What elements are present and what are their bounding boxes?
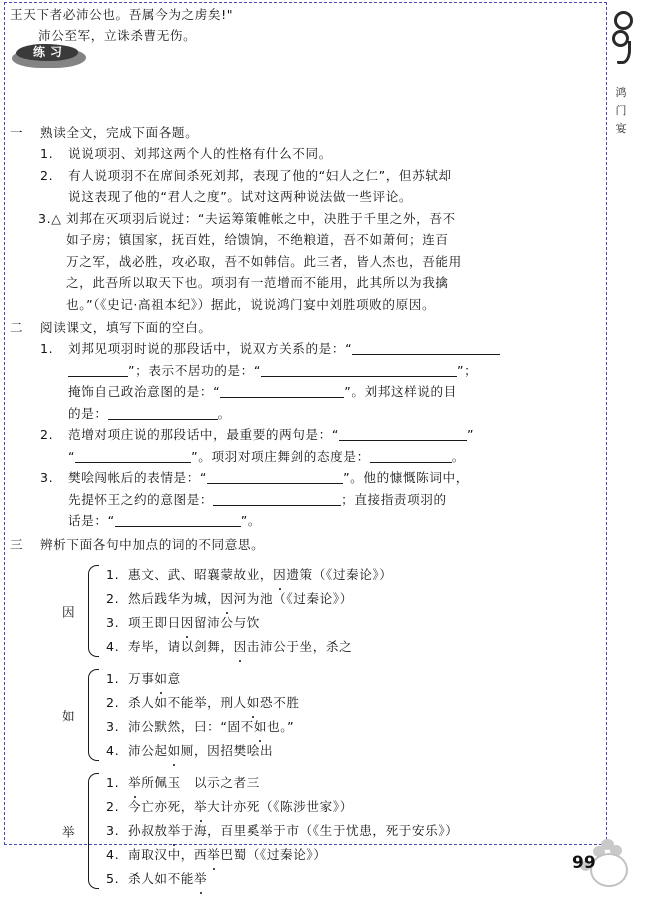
word-group-row [106, 771, 602, 795]
item-line: 说这表现了他的“君人之度”。试对这两种说法做一些评论。 [68, 189, 413, 204]
marked-keyword: 因 [273, 563, 286, 587]
word-group-row [106, 819, 602, 843]
answer-blank[interactable] [261, 363, 457, 377]
text-run: 先提怀王之约的意图是： [68, 491, 214, 507]
prose-line-2: 沛公至军，立诛杀曹无伤。 [38, 28, 197, 43]
row-number: 3. [106, 614, 120, 630]
section-2-title: 阅读课文，填写下面的空白。 [40, 320, 212, 335]
text-run: 南取汉中，西 [128, 846, 208, 862]
section-3-title: 辨析下面各句中加点的词的不同意思。 [40, 536, 265, 552]
marked-keyword: 举 [194, 867, 207, 891]
answer-blank[interactable] [370, 449, 452, 463]
brace-icon [88, 669, 99, 761]
answer-blank[interactable] [108, 406, 218, 420]
section-1-number: 一 [10, 125, 24, 140]
text-run: 所佩玉 以示之者三 [141, 774, 260, 790]
row-number: 4. [106, 638, 120, 654]
marked-keyword: 因 [181, 611, 194, 635]
answer-blank[interactable] [75, 449, 191, 463]
section-2-item-3 [10, 467, 602, 532]
marked-keyword: 如 [247, 691, 260, 715]
item-line: 说说项羽、刘邦这两个人的性格有什么不同。 [68, 146, 332, 161]
brace-icon [88, 565, 99, 657]
text-run: ”； [457, 362, 478, 378]
text-run: 巴蜀（《过秦论》） [220, 846, 327, 862]
section-2-heading [10, 317, 602, 338]
text-run: 掩饰自己政治意图的是：“ [68, 384, 221, 399]
item-line [68, 489, 602, 511]
text-run: 今亡亦死， [128, 798, 194, 814]
section-2-item-1 [10, 338, 602, 424]
section-2-number: 二 [10, 320, 24, 335]
text-run: 。 [451, 448, 465, 464]
text-run: ；直接指责项羽的 [341, 491, 447, 507]
item-line [68, 381, 602, 403]
item-line: 也。”（《史记·高祖本纪》）据此，说说鸿门宴中刘胜项败的原因。 [66, 296, 436, 312]
fill-in-body [68, 467, 602, 532]
text-run: 项王即日 [128, 614, 181, 630]
text-run: 万事 [128, 670, 155, 686]
answer-blank[interactable] [352, 341, 500, 355]
word-group-row [106, 715, 602, 739]
marked-keyword: 举 [207, 843, 220, 867]
row-number: 5. [106, 870, 120, 886]
item-line [68, 338, 602, 360]
word-group-row [106, 563, 602, 587]
word-group-row [106, 843, 602, 867]
text-run: 河为池（《过秦论》） [233, 590, 353, 606]
page-folio [566, 837, 636, 883]
item-line: 之，此吾所以取天下也。项羽有一范增而不能用，此其所以为我擒 [66, 275, 449, 290]
marked-keyword: 如 [154, 667, 167, 691]
word-group-row [106, 667, 602, 691]
item-number: 1. [40, 341, 54, 356]
margin-running-head [606, 8, 636, 138]
row-number: 1. [106, 670, 120, 686]
word-group-row [106, 739, 602, 763]
item-number: 1. [40, 146, 54, 161]
brace-icon [88, 773, 99, 889]
row-number: 3. [106, 822, 120, 838]
word-group-label: 如 [62, 708, 76, 723]
text-run: 沛公起 [128, 742, 168, 758]
text-run: 的是： [68, 405, 108, 421]
word-group-rows [106, 563, 602, 659]
word-group-row [106, 611, 602, 635]
text-run: 杀人如不能 [128, 870, 194, 886]
text-run: 也。” [267, 718, 295, 734]
marked-keyword: 如 [168, 739, 181, 763]
word-group-rows [106, 771, 602, 891]
fill-in-body [68, 424, 602, 467]
marked-keyword: 举 [168, 819, 181, 843]
text-run: 沛公默然，曰：“固不 [128, 718, 254, 734]
text-run: 樊哙闯帐后的表情是：“ [68, 470, 208, 485]
text-run: 击沛公于坐，杀之 [246, 638, 353, 654]
exercise-banner-label: 练习 [32, 45, 67, 59]
text-run: 话是：“ [68, 513, 115, 528]
item-line [68, 403, 602, 425]
text-run: 恐不胜 [259, 694, 300, 710]
marked-keyword: 因 [234, 635, 247, 659]
running-head-title [606, 84, 636, 138]
answer-blank[interactable] [207, 470, 343, 484]
marked-keyword: 因 [220, 587, 233, 611]
text-run: 留沛公与饮 [193, 614, 260, 630]
text-run: 。 [217, 405, 231, 421]
marked-keyword: 举 [128, 771, 141, 795]
word-group-yin [10, 563, 602, 659]
text-run: 遗策（《过秦论》） [286, 566, 393, 582]
word-group-label: 因 [62, 604, 76, 619]
item-line [68, 510, 602, 532]
text-run: 厕，因招樊哙出 [180, 742, 274, 758]
item-line [68, 467, 602, 489]
row-number: 2. [106, 798, 120, 814]
section-3-number: 三 [10, 536, 24, 552]
word-group-ru [10, 667, 602, 763]
word-group-row [106, 635, 602, 659]
item-line [68, 446, 602, 468]
answer-blank[interactable] [339, 427, 467, 441]
running-head-char-1: 鸿 [615, 86, 627, 99]
word-group-row [106, 795, 602, 819]
text-run: ”。 [240, 513, 262, 528]
section-1 [10, 122, 602, 315]
item-number: 3. [40, 470, 54, 485]
row-number: 4. [106, 846, 120, 862]
row-number: 2. [106, 694, 120, 710]
item-number: 2. [40, 167, 54, 183]
item-line: 万之军，战必胜，攻必取，吾不如韩信。此三者，皆人杰也，吾能用 [66, 253, 462, 269]
text-run: 孙叔敖 [128, 822, 168, 838]
running-head-char-3: 宴 [615, 122, 627, 135]
fill-in-body [68, 338, 602, 424]
section-2-item-2 [10, 424, 602, 467]
row-number: 1. [106, 566, 120, 582]
word-group-row [106, 587, 602, 611]
word-group-row [106, 691, 602, 715]
text-run: 刘邦见项羽时说的那段话中，说双方关系的是：“ [68, 341, 353, 356]
item-line: 有人说项羽不在席间杀死刘邦，表现了他的“妇人之仁”，但苏轼却 [68, 167, 452, 183]
page-content [10, 4, 602, 891]
text-run: “ [68, 448, 76, 464]
item-line: 如子房；镇国家，抚百姓，给馈饷，不绝粮道，吾不如萧何；连百 [66, 232, 449, 247]
row-number: 1. [106, 774, 120, 790]
text-run: ”。项羽对项庄舞剑的态度是： [191, 448, 370, 464]
answer-blank[interactable] [220, 384, 344, 398]
answer-blank[interactable] [213, 492, 341, 506]
section-1-heading [10, 122, 602, 143]
ornament-icon [608, 8, 634, 66]
text-run: 意 [167, 670, 181, 686]
page-number: 99 [572, 853, 596, 873]
section-3-heading [10, 534, 602, 555]
item-number: 3.△ [38, 210, 62, 226]
text-run: 大计亦死（《陈涉世家》） [207, 798, 353, 814]
text-run: ” [467, 427, 475, 442]
section-1-item-1 [10, 143, 602, 165]
text-run: 惠文、武、昭襄蒙故业， [128, 566, 274, 582]
item-number: 2. [40, 427, 54, 442]
section-2 [10, 317, 602, 532]
item-line [68, 360, 602, 382]
text-run: ”；表示不居功的是：“ [128, 362, 261, 378]
word-group-row [106, 867, 602, 891]
section-3 [10, 534, 602, 891]
section-1-item-3 [10, 208, 602, 316]
word-group-label: 举 [62, 824, 76, 839]
answer-blank[interactable] [68, 363, 128, 377]
text-run: 寿毕，请以剑舞， [128, 638, 234, 654]
text-run: 范增对项庄说的那段话中，最重要的两句是：“ [68, 427, 339, 442]
word-group-rows [106, 667, 602, 763]
text-run: 于海，百里奚举于市（《生于忧患，死于安乐》） [180, 822, 459, 838]
section-1-item-2 [10, 165, 602, 208]
text-run: 杀人如不能举，刑人 [128, 694, 247, 710]
section-1-title: 熟读全文，完成下面各题。 [40, 125, 199, 140]
item-line [68, 424, 602, 446]
row-number: 4. [106, 742, 120, 758]
running-head-char-2: 门 [615, 104, 627, 117]
word-group-ju [10, 771, 602, 891]
marked-keyword: 如 [254, 715, 267, 739]
row-number: 3. [106, 718, 120, 734]
marked-keyword: 举 [194, 795, 207, 819]
item-line: 刘邦在灭项羽后说过：“夫运筹策帷帐之中，决胜于千里之外，吾不 [66, 210, 456, 226]
text-run: ”。他的慷慨陈词中， [343, 470, 469, 485]
answer-blank[interactable] [115, 513, 241, 527]
row-number: 2. [106, 590, 120, 606]
text-run: 然后践华为城， [128, 590, 221, 606]
text-run: ”。刘邦这样说的目 [344, 384, 457, 399]
prose-line-1: 王天下者必沛公也。吾属今为之虏矣!" [10, 7, 234, 22]
